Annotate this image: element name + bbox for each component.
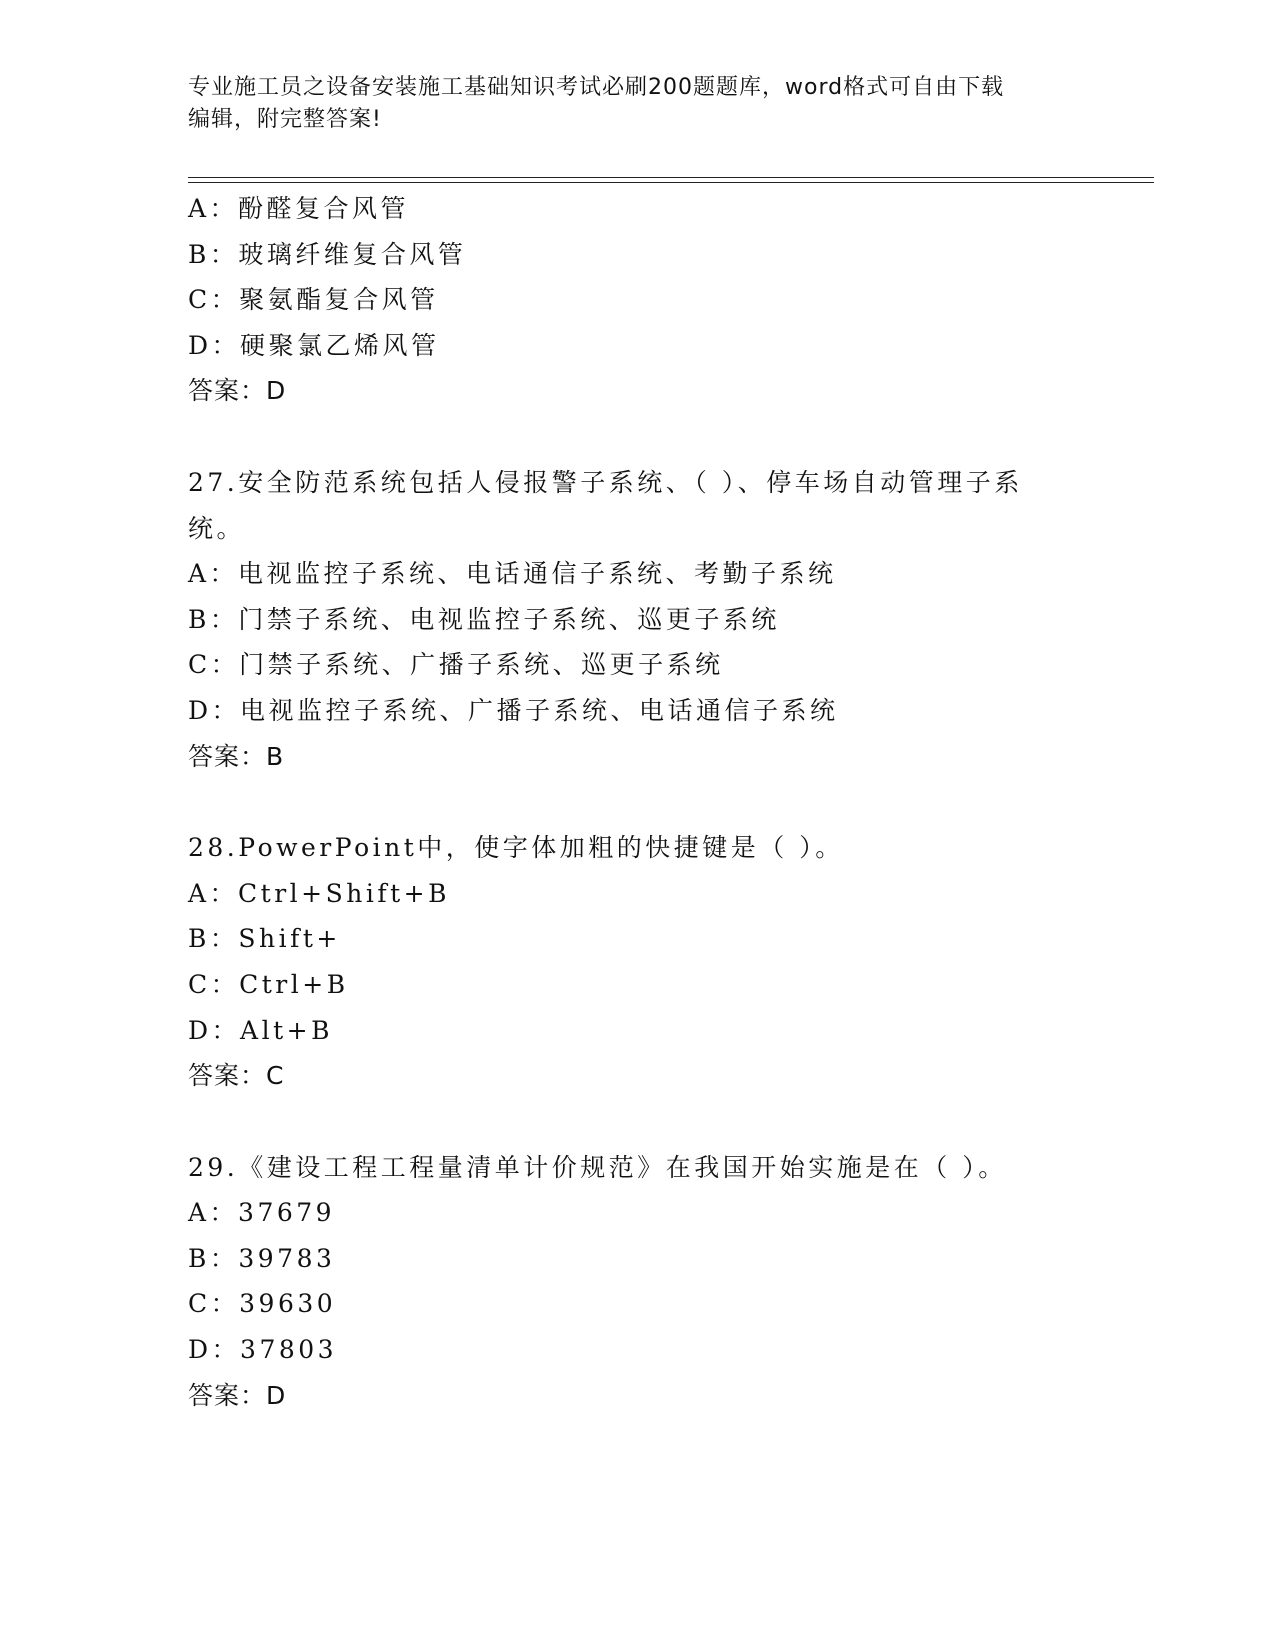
question-28 [188, 825, 1088, 1099]
option-c: C：聚氨酯复合风管 [188, 285, 439, 315]
option-d: D：Alt+B [188, 1015, 333, 1045]
answer-line: 答案：D [188, 1380, 287, 1410]
header-divider-bottom [188, 182, 1154, 183]
spacer [188, 414, 1088, 460]
question-text: 29.《建设工程工程量清单计价规范》在我国开始实施是在（ ）。 [188, 1152, 1007, 1182]
question-29 [188, 1145, 1088, 1419]
option-c: C：门禁子系统、广播子系统、巡更子系统 [188, 650, 724, 680]
option-d: D：电视监控子系统、广播子系统、电话通信子系统 [188, 695, 839, 725]
spacer [188, 779, 1088, 825]
header-title-line-1: 专业施工员之设备安装施工基础知识考试必刷200题题库，word格式可自由下载 [188, 75, 1005, 100]
option-a: A：37679 [188, 1198, 336, 1228]
option-a: A：电视监控子系统、电话通信子系统、考勤子系统 [188, 559, 837, 589]
answer-line: 答案：B [188, 741, 285, 771]
option-a: A：Ctrl+Shift+B [188, 878, 450, 908]
question-26 [188, 186, 1088, 414]
option-c: C：Ctrl+B [188, 969, 349, 999]
option-b: B：玻璃纤维复合风管 [188, 239, 467, 269]
answer-line: 答案：D [188, 376, 287, 406]
header-divider-top [188, 177, 1154, 178]
option-a: A：酚醛复合风管 [188, 194, 410, 223]
question-27 [188, 460, 1088, 779]
question-text: 28.PowerPoint中，使字体加粗的快捷键是（ ）。 [188, 833, 844, 863]
option-b: B：Shift+ [188, 924, 341, 954]
answer-line: 答案：C [188, 1061, 285, 1091]
option-c: C：39630 [188, 1289, 337, 1319]
question-text: 27.安全防范系统包括人侵报警子系统、（ ）、停车场自动管理子系统。 [188, 467, 1023, 543]
document-header [188, 72, 1068, 136]
option-b: B：门禁子系统、电视监控子系统、巡更子系统 [188, 604, 780, 634]
option-d: D：硬聚氯乙烯风管 [188, 330, 440, 360]
option-d: D：37803 [188, 1335, 338, 1365]
spacer [188, 1099, 1088, 1145]
question-list [188, 186, 1088, 1418]
header-title-line-2: 编辑，附完整答案! [188, 107, 382, 132]
option-b: B：39783 [188, 1243, 336, 1273]
